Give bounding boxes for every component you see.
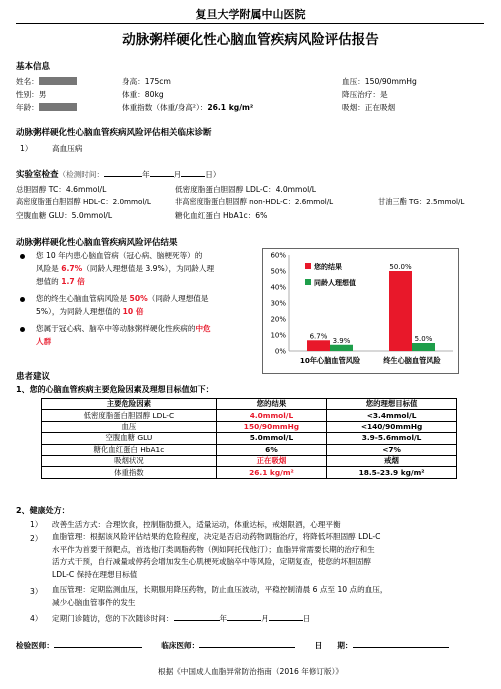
p2-line2: 水平作为首要干预靶点，首选他汀类调脂药物（例如阿托伐他汀）；血脂异常需要长期的治疗和生 — [52, 544, 375, 554]
risk-bar-chart — [263, 249, 458, 373]
p3-line1: 血压管理：定期监测血压，长期服用降压药物，防止血压波动，平稳控制清晨 6 点至 10 点的血压， — [52, 585, 388, 594]
legend-label-0: 您的结果 — [314, 263, 342, 271]
p3-line2: 减少心脑血管事件的发生 — [52, 597, 136, 607]
result-bullet-2 — [36, 292, 208, 318]
legend-label-1: 同龄人理想值 — [314, 279, 356, 287]
p4-month-blank — [227, 620, 261, 621]
cell-factor: 空腹血糖 GLU — [42, 433, 217, 444]
table-row — [42, 455, 457, 466]
bullet-1 — [20, 254, 25, 259]
p2-line4: LDL-C 保持在理想目标值 — [52, 569, 138, 579]
name-row — [16, 76, 77, 87]
sex-row — [16, 89, 46, 100]
age-redaction — [39, 103, 77, 111]
y-tick-label: 0% — [274, 347, 286, 356]
lab-tc: 总胆固醇 TC：4.6mmol/L — [16, 185, 107, 194]
lab-tg: 甘油三酯 TG：2.5mmol/L — [378, 197, 465, 206]
table-header-row — [42, 399, 457, 410]
b2-pre: 您的终生心脑血管病风险是 — [36, 294, 130, 303]
bar-1-0 — [330, 345, 353, 351]
table-row — [42, 467, 457, 478]
b1-post: （同龄人理想值是 3.9%），为同龄人理 — [82, 264, 215, 273]
lab-ldl: 低密度脂蛋白胆固醇 LDL-C：4.0mmol/L — [175, 185, 316, 194]
bar-value-label: 50.0% — [389, 263, 412, 271]
lab-hdl: 高密度脂蛋白胆固醇 HDL-C：2.0mmol/L — [16, 197, 151, 206]
b2-pre2: 5%），为同龄人理想值的 — [36, 307, 123, 316]
p2-text — [52, 531, 380, 581]
diagnosis-item: 高血压病 — [52, 144, 83, 153]
lab-day-blank — [181, 176, 205, 177]
advice-sub2: 2、健康处方： — [16, 506, 70, 515]
cell-target: <7% — [327, 444, 457, 455]
b1-line3 — [36, 275, 214, 288]
p3-no: 3） — [30, 587, 43, 596]
risk-chart-frame — [262, 248, 459, 374]
p4-day-blank — [269, 620, 303, 621]
lab-year: 年 — [142, 170, 150, 179]
x-tick-label: 终生心脑血管风险 — [383, 356, 441, 365]
sign-date-label: 日 期： — [314, 641, 353, 650]
th-target: 您的理想目标值 — [327, 399, 457, 410]
clinical-doctor-label: 临床医师： — [161, 641, 200, 650]
b1-line1: 您 10 年内患心脑血管病（冠心病、脑梗死等）的 — [36, 251, 203, 260]
p2-line3: 活方式干预，自行减量或停药会增加发生心肌梗死或脑卒中等风险，定期复查，使您的坏胆固醇 — [52, 557, 371, 566]
p4-year-blank — [174, 620, 220, 621]
lab-glu: 空腹血糖 GLU：5.0mmol/L — [16, 211, 113, 220]
lab-doctor-blank — [54, 647, 142, 648]
p4-day: 日 — [302, 614, 311, 623]
b3-group: 人群 — [36, 337, 52, 346]
hospital-name: 复旦大学附属中山医院 — [195, 8, 306, 21]
b2-line1 — [36, 292, 208, 305]
b2-times: 10 倍 — [122, 307, 144, 316]
result-heading: 动脉粥样硬化性心脑血管疾病风险评估结果 — [16, 238, 178, 248]
y-tick-label: 40% — [270, 283, 286, 292]
bp-text: 血压：150/90mmHg — [342, 77, 417, 86]
name-label: 姓名： — [16, 77, 39, 86]
risk-factor-table — [41, 398, 457, 479]
b1-value: 6.7% — [61, 264, 83, 273]
bullet-2 — [20, 297, 25, 302]
header-divider — [16, 23, 484, 24]
legend-swatch-0 — [305, 263, 311, 269]
lab-heading-row — [16, 168, 220, 180]
signature-row — [16, 640, 449, 651]
cell-factor: 糖化血红蛋白 HbA1c — [42, 444, 217, 455]
cell-target: <3.4mmol/L — [327, 410, 457, 421]
diagnosis-item-no: 1） — [20, 144, 33, 153]
p4-text: 定期门诊随访，您的下次随诊时间： — [52, 614, 174, 623]
y-tick-label: 50% — [270, 267, 286, 276]
bp-treatment-text: 降压治疗：是 — [342, 90, 388, 99]
y-tick-label: 30% — [270, 299, 286, 308]
lab-nonhdl: 非高密度脂蛋白胆固醇 non-HDL-C：2.6mmol/L — [175, 197, 334, 206]
clinical-doctor-blank — [199, 647, 295, 648]
cell-factor: 血压 — [42, 421, 217, 432]
b2-post: （同龄人理想值是 — [147, 294, 209, 303]
bmi-value: 26.1 kg/m² — [207, 103, 254, 112]
basic-info-heading: 基本信息 — [16, 62, 51, 72]
cell-target: 戒烟 — [327, 455, 457, 466]
result-bullet-3 — [36, 322, 211, 348]
th-factor: 主要危险因素 — [42, 399, 217, 410]
p4-row — [52, 613, 310, 624]
cell-target: <140/90mmHg — [327, 421, 457, 432]
b3-line1 — [36, 322, 211, 335]
table-row — [42, 444, 457, 455]
p3-text — [52, 584, 388, 609]
legend-swatch-1 — [305, 279, 311, 285]
age-label: 年龄： — [16, 103, 39, 112]
cell-target: 18.5-23.9 kg/m² — [327, 467, 457, 478]
cell-factor: 体重指数 — [42, 467, 217, 478]
lab-year-blank — [104, 176, 142, 177]
p4-year: 年 — [219, 614, 228, 623]
table-row — [42, 410, 457, 421]
b2-value: 50% — [129, 294, 148, 303]
age-row — [16, 102, 77, 113]
cell-result: 4.0mmol/L — [216, 410, 326, 421]
sign-date-blank — [353, 647, 449, 648]
y-tick-label: 60% — [270, 251, 286, 260]
smoking-text: 吸烟：正在吸烟 — [342, 103, 396, 112]
x-tick-label: 10年心脑血管风险 — [299, 356, 361, 365]
advice-heading: 患者建议 — [16, 372, 51, 382]
y-tick-label: 20% — [270, 315, 286, 324]
advice-sub1: 1、您的心脑血管疾病主要危险因素及理想目标值如下： — [16, 385, 214, 394]
cell-result: 5.0mmol/L — [216, 433, 326, 444]
p2-line1: 血脂管理：根据该风险评估结果的危险程度，决定是否启动药物调脂治疗，将降低坏胆固醇 LDL-C — [52, 532, 381, 541]
p1-no: 1） — [30, 520, 43, 529]
result-bullet-1 — [36, 249, 214, 288]
b3-level: 中危 — [195, 324, 211, 333]
p4-no: 4） — [30, 614, 43, 623]
bmi-row — [122, 102, 253, 113]
b1-pre: 风险是 — [36, 264, 62, 273]
p1-text: 改善生活方式：合理饮食，控制脂肪摄入，适量运动，体重达标，戒烟限酒，心理平衡 — [52, 520, 341, 529]
bar-0-0 — [307, 340, 330, 351]
weight-text: 体重：80kg — [122, 90, 164, 99]
lab-date-note: （检测时间： — [58, 170, 105, 179]
cell-result: 正在吸烟 — [216, 455, 326, 466]
lab-hba1c: 糖化血红蛋白 HbA1c：6% — [175, 211, 268, 220]
cell-result: 26.1 kg/m² — [216, 467, 326, 478]
lab-day: 日） — [205, 170, 221, 179]
b3-pre: 您属于冠心病、脑卒中等动脉粥样硬化性疾病的 — [36, 324, 196, 333]
p4-month: 月 — [261, 614, 269, 623]
bar-value-label: 6.7% — [309, 332, 328, 341]
cell-result: 150/90mmHg — [216, 421, 326, 432]
cell-target: 3.9-5.6mmol/L — [327, 433, 457, 444]
table-row — [42, 421, 457, 432]
lab-heading: 实验室检查 — [16, 170, 59, 180]
report-title: 动脉粥样硬化性心脑血管疾病风险评估报告 — [122, 32, 379, 48]
lab-month-blank — [150, 176, 174, 177]
b1-line2 — [36, 262, 214, 275]
cell-result: 6% — [216, 444, 326, 455]
y-tick-label: 10% — [270, 331, 286, 340]
bar-0-1 — [389, 271, 412, 351]
bar-value-label: 5.0% — [414, 335, 433, 343]
bullet-3 — [20, 327, 25, 332]
name-redaction — [39, 77, 77, 85]
table-row — [42, 433, 457, 444]
cell-factor: 吸烟状况 — [42, 455, 217, 466]
b1-pre3: 想值的 — [36, 277, 62, 286]
sex-label: 性别： — [16, 90, 39, 99]
height-text: 身高：175cm — [122, 77, 171, 86]
bmi-label: 体重指数（体重/身高²）： — [122, 103, 208, 112]
p2-no: 2） — [30, 534, 43, 543]
b1-times: 1.7 倍 — [61, 277, 85, 286]
guideline-source: 根据《中国成人血脂异常防治指南（2016 年修订版）》 — [158, 667, 343, 676]
cell-factor: 低密度脂蛋白胆固醇 LDL-C — [42, 410, 217, 421]
bar-value-label: 3.9% — [332, 336, 351, 345]
lab-doctor-label: 检验医师： — [16, 641, 54, 650]
th-result: 您的结果 — [216, 399, 326, 410]
b2-line2 — [36, 305, 208, 318]
bar-1-1 — [412, 343, 435, 351]
diagnosis-heading: 动脉粥样硬化性心脑血管疾病风险评估相关临床诊断 — [16, 128, 212, 138]
sex-value: 男 — [38, 90, 47, 99]
lab-month: 月 — [173, 170, 182, 179]
